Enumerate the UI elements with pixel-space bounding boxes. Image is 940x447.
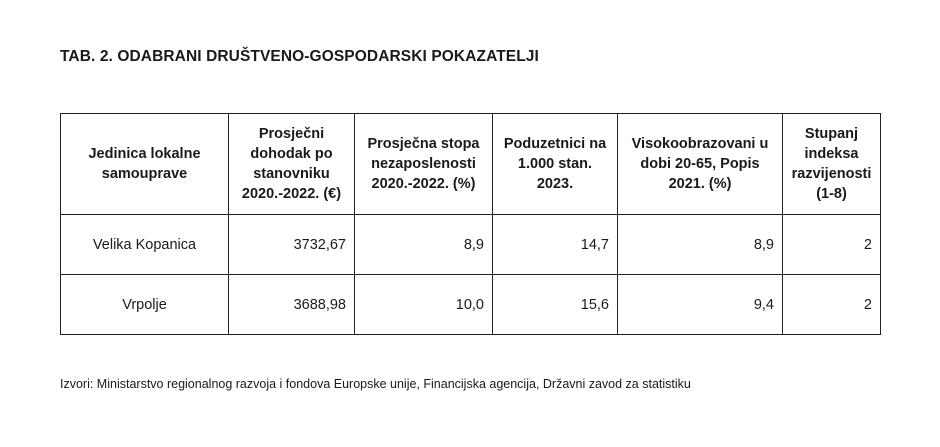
development-index-cell: 2: [783, 275, 881, 335]
table-row: [61, 215, 881, 275]
development-index-cell: 2: [783, 215, 881, 275]
column-header-development-index: Stupanj indeksa razvijenosti (1-8): [783, 114, 881, 215]
column-header-entrepreneurs: Poduzetnici na 1.000 stan. 2023.: [493, 114, 618, 215]
column-header-higher-education: Visokoobrazovani u dobi 20-65, Popis 2021. (%): [618, 114, 783, 215]
income-cell: 3688,98: [229, 275, 355, 335]
source-note: Izvori: Ministarstvo regionalnog razvoja i fondova Europske unije, Financijska agencija, Državni zavod za statistiku: [60, 377, 691, 391]
higher-education-cell: 9,4: [618, 275, 783, 335]
unemployment-cell: 10,0: [355, 275, 493, 335]
table-header-row: [61, 114, 881, 215]
table-title: TAB. 2. ODABRANI DRUŠTVENO-GOSPODARSKI POKAZATELJI: [60, 48, 539, 65]
municipality-cell: Velika Kopanica: [61, 215, 229, 275]
table-row: [61, 275, 881, 335]
entrepreneurs-cell: 14,7: [493, 215, 618, 275]
higher-education-cell: 8,9: [618, 215, 783, 275]
column-header-income: Prosječni dohodak po stanovniku 2020.-2022. (€): [229, 114, 355, 215]
column-header-municipality: Jedinica lokalne samouprave: [61, 114, 229, 215]
indicators-table: [60, 113, 881, 335]
unemployment-cell: 8,9: [355, 215, 493, 275]
income-cell: 3732,67: [229, 215, 355, 275]
column-header-unemployment: Prosječna stopa nezaposlenosti 2020.-2022. (%): [355, 114, 493, 215]
municipality-cell: Vrpolje: [61, 275, 229, 335]
entrepreneurs-cell: 15,6: [493, 275, 618, 335]
